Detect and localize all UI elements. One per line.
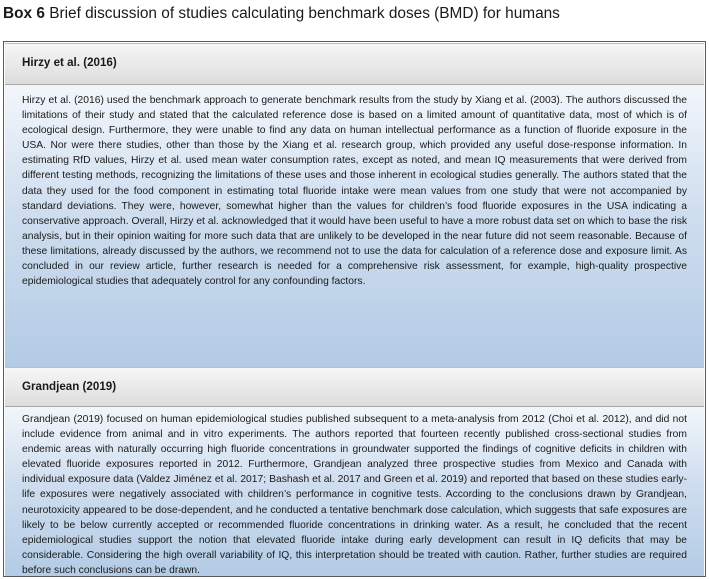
- section-heading-hirzy: [5, 43, 704, 85]
- section-heading-grandjean: [5, 367, 704, 407]
- box-label: Box 6: [3, 5, 45, 22]
- box-frame: [3, 41, 706, 577]
- section-paragraph: Grandjean (2019) focused on human epidemiological studies published subsequent to a meta-analysis from 2012 (Choi et al. 2012), and did not include evidence from animal and in vitro experiments. The authors reported that fourteen recently published cross-sectional studies from endemic areas with naturally occurring high fluoride concentrations in groundwater supported the findings of cognitive deficits in children with elevated fluoride exposures reported in 2012. Furthermore, Grandjean analyzed three prospective studies from Mexico and Canada with individual exposure data (Valdez Jiménez et al. 2017; Bashash et al. 2017 and Green et al. 2019) and reported that based on these studies early-life exposures were negatively associated with children’s performance in cognitive tests. According to the conclusions drawn by Grandjean, neurotoxicity appeared to be dose-dependent, and he conducted a tentative benchmark dose calculation, which suggests that safe exposures are likely to be below currently accepted or recommended fluoride concentrations in drinking water. As a result, he concluded that the recent epidemiological studies support the notion that elevated fluoride intake during early development can result in IQ deficits that may be considerable. Considering the high overall variability of IQ, this interpretation should be treated with caution. Rather, further studies are required before such conclusions can be drawn.: [22, 414, 687, 576]
- section-paragraph: Hirzy et al. (2016) used the benchmark approach to generate benchmark results from the study by Xiang et al. (2003). The authors discussed the limitations of their study and stated that the calculated reference dose is based on a limited amount of quantitative data, most of which is of ecological design. Furthermore, they were unable to find any data on human intellectual performance as a function of fluoride exposure in the USA. Nor were there studies, other than those by the Xiang et al. research group, which provided any useful dose-response information. In estimating RfD values, Hirzy et al. used mean water consumption rates, except as noted, and mean IQ measurements that were derived from different testing methods, recognizing the limitations of these uses and those inherent in ecological studies generally. The authors stated that the data they used for the food component in estimating total fluoride intake were mean values from one study that were not accompanied by standard deviations. They were, however, somewhat higher than the values for children’s food fluoride exposures in the USA indicating a conservative approach. Overall, Hirzy et al. acknowledged that it would have been useful to have a more robust data set on which to base the risk analysis, but in their opinion waiting for more such data that are unlikely to be developed in the near future did not seem reasonable. Because of these limitations, already discussed by the authors, we recommend not to use the data for calculation of a reference dose and exposure limit. As concluded in our review article, further research is needed for a comprehensive risk assessment, for example, high-quality prospective epidemiological studies that adequately control for any confounding factors.: [22, 95, 687, 288]
- section-body-grandjean: [5, 407, 704, 576]
- box-title-text: Brief discussion of studies calculating benchmark doses (BMD) for humans: [49, 5, 560, 22]
- box-title: [3, 4, 709, 24]
- section-heading-text: Hirzy et al. (2016): [22, 56, 117, 69]
- section-body-hirzy: [5, 85, 704, 367]
- section-heading-text: Grandjean (2019): [22, 380, 117, 393]
